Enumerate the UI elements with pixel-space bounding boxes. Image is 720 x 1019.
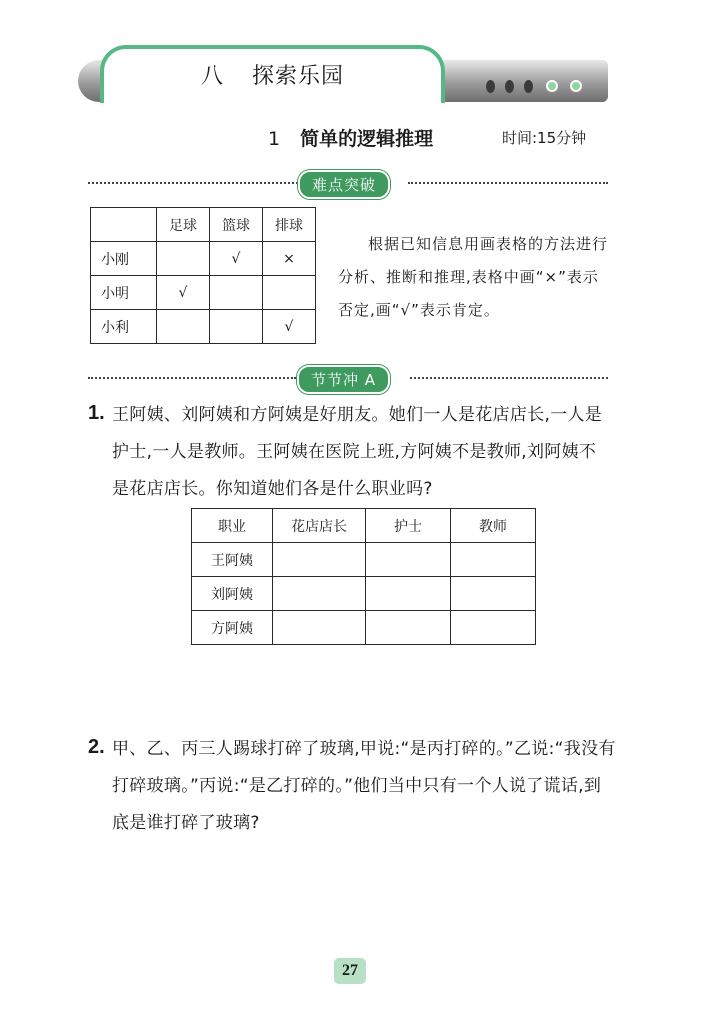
table-row [192,577,536,611]
section-label-difficulty: 难点突破 [298,170,390,199]
page-number: 27 [334,958,366,984]
question-text [112,731,622,842]
section-divider-left [88,182,298,184]
table-cell: √ [157,276,210,310]
table-cell [263,276,316,310]
chapter-number: 八 [200,63,224,89]
question-line: 打碎玻璃。”丙说:“是乙打碎的。”他们当中只有一个人说了谎话,到 [112,776,602,796]
row-name: 王阿姨 [192,543,273,577]
question-text [112,397,622,508]
question-line: 是花店店长。你知道她们各是什么职业吗? [112,479,433,499]
section-label-practice: 节节冲 A [297,365,390,394]
table-cell [157,242,210,276]
table-row [192,611,536,645]
row-name: 小利 [91,310,157,344]
answer-table [191,508,536,645]
answer-cell[interactable] [273,611,366,645]
question-line: 护士,一人是教师。王阿姨在医院上班,方阿姨不是教师,刘阿姨不 [112,442,597,462]
table-cell: √ [210,242,263,276]
question-number: 1. [88,402,105,424]
table-header-cell: 排球 [263,208,316,242]
table-header-cell [91,208,157,242]
banner-dot-icon [486,80,495,93]
answer-cell[interactable] [451,611,536,645]
table-header-cell: 教师 [451,509,536,543]
chapter-name: 探索乐园 [252,63,345,89]
table-header-cell: 职业 [192,509,273,543]
answer-cell[interactable] [366,577,451,611]
question-line: 底是谁打碎了玻璃? [112,813,260,833]
answer-cell[interactable] [366,611,451,645]
table-row [91,310,316,344]
row-name: 刘阿姨 [192,577,273,611]
answer-cell[interactable] [366,543,451,577]
section-divider-right [408,182,608,184]
question-line: 王阿姨、刘阿姨和方阿姨是好朋友。她们一人是花店店长,一人是 [112,405,603,425]
table-header-cell: 篮球 [210,208,263,242]
table-row [91,242,316,276]
table-cell: × [263,242,316,276]
table-row [192,543,536,577]
question-number: 2. [88,736,105,758]
table-header-row [192,509,536,543]
answer-cell[interactable] [273,543,366,577]
method-description: 根据已知信息用画表格的方法进行分析、推断和推理,表格中画“×”表示否定,画“√”表示肯定。 [338,235,609,319]
row-name: 小刚 [91,242,157,276]
lesson-title [268,124,433,151]
lesson-number: 1 [268,128,281,150]
banner-dot-icon [505,80,514,93]
answer-cell[interactable] [451,543,536,577]
section-divider-right [410,377,608,379]
table-cell [210,276,263,310]
banner-green-dot-icon [570,80,582,92]
answer-cell[interactable] [451,577,536,611]
table-header-cell: 护士 [366,509,451,543]
row-name: 方阿姨 [192,611,273,645]
time-limit: 时间:15分钟 [502,129,587,147]
chapter-title [100,45,445,103]
table-header-row [91,208,316,242]
table-header-cell: 足球 [157,208,210,242]
lesson-name: 简单的逻辑推理 [300,128,434,150]
answer-cell[interactable] [273,577,366,611]
banner-green-dot-icon [546,80,558,92]
section-divider-left [88,377,296,379]
row-name: 小明 [91,276,157,310]
table-cell: √ [263,310,316,344]
banner-dot-icon [524,80,533,93]
table-cell [210,310,263,344]
question-line: 甲、乙、丙三人踢球打碎了玻璃,甲说:“是丙打碎的。”乙说:“我没有 [112,739,616,759]
table-header-cell: 花店店长 [273,509,366,543]
table-row [91,276,316,310]
table-cell [157,310,210,344]
example-table [90,207,316,344]
